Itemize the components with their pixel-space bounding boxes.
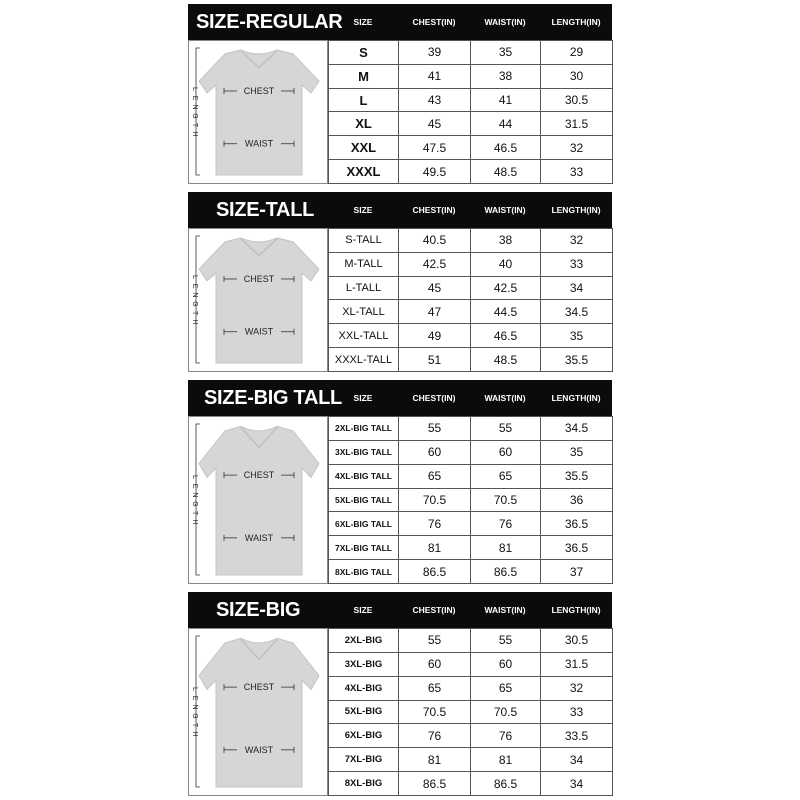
size-cell: 2XL-BIG TALL	[329, 417, 399, 441]
table-row	[329, 300, 613, 324]
size-cell: 7XL-BIG TALL	[329, 536, 399, 560]
chest-cell: 81	[399, 748, 471, 772]
tshirt-drawing	[189, 417, 328, 583]
waist-cell: 48.5	[471, 348, 541, 372]
col-header-size: SIZE	[353, 393, 373, 403]
table-row	[329, 229, 613, 253]
size-chart-regular	[188, 4, 612, 184]
size-cell: XXL	[329, 136, 399, 160]
svg-text:E: E	[191, 283, 198, 289]
size-cell: 3XL-BIG	[329, 652, 399, 676]
waist-cell: 35	[471, 41, 541, 65]
svg-text:E: E	[191, 95, 198, 101]
svg-text:N: N	[191, 292, 198, 298]
length-cell: 33	[541, 160, 613, 184]
length-cell: 34.5	[541, 300, 613, 324]
size-cell: XXXL	[329, 160, 399, 184]
table-row	[329, 560, 613, 584]
size-chart-big-tall	[188, 380, 612, 584]
table-row	[329, 700, 613, 724]
svg-text:CHEST: CHEST	[243, 85, 275, 96]
length-cell: 36.5	[541, 536, 613, 560]
waist-cell: 40	[471, 252, 541, 276]
table-row	[329, 536, 613, 560]
col-header-length: LENGTH(IN)	[551, 393, 601, 403]
waist-cell: 81	[471, 748, 541, 772]
size-chart-tall	[188, 192, 612, 372]
size-table	[328, 416, 613, 584]
svg-text:H: H	[191, 731, 198, 737]
length-cell: 36	[541, 488, 613, 512]
size-cell: 5XL-BIG TALL	[329, 488, 399, 512]
svg-text:E: E	[191, 695, 198, 701]
size-cell: S-TALL	[329, 229, 399, 253]
col-header-chest: CHEST(IN)	[412, 17, 456, 27]
svg-text:T: T	[191, 722, 198, 728]
table-row	[329, 324, 613, 348]
svg-text:T: T	[191, 310, 198, 316]
size-cell: 4XL-BIG	[329, 676, 399, 700]
svg-text:E: E	[191, 483, 198, 489]
chest-cell: 76	[399, 512, 471, 536]
svg-text:N: N	[191, 492, 198, 498]
chest-cell: 45	[399, 276, 471, 300]
tshirt-shape	[199, 638, 319, 787]
svg-text:G: G	[191, 501, 198, 507]
length-cell: 30	[541, 64, 613, 88]
size-cell: XXL-TALL	[329, 324, 399, 348]
col-header-size: SIZE	[353, 205, 373, 215]
col-header-chest: CHEST(IN)	[412, 393, 456, 403]
waist-cell: 46.5	[471, 324, 541, 348]
length-cell: 36.5	[541, 512, 613, 536]
length-cell: 31.5	[541, 652, 613, 676]
svg-text:WAIST: WAIST	[244, 744, 274, 755]
chest-cell: 76	[399, 724, 471, 748]
svg-text:T: T	[191, 122, 198, 128]
length-cell: 32	[541, 136, 613, 160]
waist-cell: 70.5	[471, 488, 541, 512]
tshirt-shape	[199, 238, 319, 363]
waist-cell: 55	[471, 629, 541, 653]
svg-text:T: T	[191, 510, 198, 516]
chest-cell: 39	[399, 41, 471, 65]
svg-text:WAIST: WAIST	[244, 138, 274, 149]
chest-cell: 60	[399, 440, 471, 464]
length-cell: 33	[541, 700, 613, 724]
size-table	[328, 40, 613, 184]
length-cell: 34.5	[541, 417, 613, 441]
size-cell: 7XL-BIG	[329, 748, 399, 772]
size-table	[328, 628, 613, 796]
tshirt-shape	[199, 50, 319, 175]
table-row	[329, 772, 613, 796]
table-row	[329, 512, 613, 536]
col-header-length: LENGTH(IN)	[551, 605, 601, 615]
length-cell: 30.5	[541, 629, 613, 653]
waist-cell: 42.5	[471, 276, 541, 300]
tshirt-drawing	[189, 629, 328, 795]
section-title: SIZE-BIG TALL	[204, 387, 342, 409]
size-cell: M-TALL	[329, 252, 399, 276]
size-cell: XXXL-TALL	[329, 348, 399, 372]
length-cell: 35	[541, 324, 613, 348]
waist-cell: 70.5	[471, 700, 541, 724]
length-bracket	[196, 236, 200, 363]
chest-cell: 47	[399, 300, 471, 324]
chest-cell: 86.5	[399, 560, 471, 584]
chest-cell: 86.5	[399, 772, 471, 796]
length-bracket	[196, 636, 200, 787]
col-header-length: LENGTH(IN)	[551, 17, 601, 27]
svg-text:CHEST: CHEST	[243, 682, 275, 693]
table-row	[329, 64, 613, 88]
size-cell: 3XL-BIG TALL	[329, 440, 399, 464]
table-row	[329, 417, 613, 441]
tshirt-drawing	[189, 41, 328, 183]
length-cell: 29	[541, 41, 613, 65]
length-cell: 34	[541, 276, 613, 300]
table-row	[329, 629, 613, 653]
waist-cell: 41	[471, 88, 541, 112]
section-header	[188, 380, 612, 416]
table-row	[329, 488, 613, 512]
svg-text:G: G	[191, 301, 198, 307]
svg-text:G: G	[191, 713, 198, 719]
table-row	[329, 440, 613, 464]
chest-cell: 41	[399, 64, 471, 88]
tshirt-illustration	[188, 416, 328, 584]
section-title: SIZE-REGULAR	[196, 11, 343, 33]
col-header-size: SIZE	[353, 17, 373, 27]
length-cell: 33	[541, 252, 613, 276]
waist-cell: 65	[471, 464, 541, 488]
col-header-waist: WAIST(IN)	[484, 17, 526, 27]
section-title: SIZE-TALL	[216, 199, 315, 221]
svg-text:WAIST: WAIST	[244, 532, 274, 543]
svg-text:H: H	[191, 319, 198, 325]
col-header-size: SIZE	[353, 605, 373, 615]
length-cell: 31.5	[541, 112, 613, 136]
waist-cell: 76	[471, 724, 541, 748]
table-row	[329, 112, 613, 136]
tshirt-illustration	[188, 228, 328, 372]
svg-text:CHEST: CHEST	[243, 273, 275, 284]
length-cell: 32	[541, 229, 613, 253]
section-header	[188, 592, 612, 628]
chest-cell: 65	[399, 676, 471, 700]
table-row	[329, 724, 613, 748]
size-cell: XL-TALL	[329, 300, 399, 324]
section-header	[188, 192, 612, 228]
size-cell: XL	[329, 112, 399, 136]
waist-cell: 81	[471, 536, 541, 560]
size-cell: 5XL-BIG	[329, 700, 399, 724]
svg-text:G: G	[191, 113, 198, 119]
col-header-chest: CHEST(IN)	[412, 205, 456, 215]
svg-text:H: H	[191, 519, 198, 525]
length-cell: 34	[541, 772, 613, 796]
size-cell: 6XL-BIG	[329, 724, 399, 748]
length-cell: 32	[541, 676, 613, 700]
section-header	[188, 4, 612, 40]
length-cell: 34	[541, 748, 613, 772]
size-cell: 4XL-BIG TALL	[329, 464, 399, 488]
size-table	[328, 228, 613, 372]
svg-text:L: L	[191, 87, 198, 91]
size-cell: L	[329, 88, 399, 112]
waist-cell: 76	[471, 512, 541, 536]
length-bracket	[196, 424, 200, 575]
chest-cell: 65	[399, 464, 471, 488]
tshirt-illustration	[188, 40, 328, 184]
svg-text:H: H	[191, 131, 198, 137]
length-bracket	[196, 48, 200, 175]
table-row	[329, 276, 613, 300]
table-row	[329, 136, 613, 160]
waist-cell: 48.5	[471, 160, 541, 184]
chest-cell: 81	[399, 536, 471, 560]
size-cell: 6XL-BIG TALL	[329, 512, 399, 536]
length-cell: 33.5	[541, 724, 613, 748]
chest-cell: 55	[399, 629, 471, 653]
chest-cell: 60	[399, 652, 471, 676]
chest-cell: 51	[399, 348, 471, 372]
waist-cell: 38	[471, 229, 541, 253]
waist-cell: 44	[471, 112, 541, 136]
table-row	[329, 160, 613, 184]
svg-text:L: L	[191, 475, 198, 479]
table-row	[329, 676, 613, 700]
waist-cell: 55	[471, 417, 541, 441]
svg-text:CHEST: CHEST	[243, 470, 275, 481]
length-cell: 30.5	[541, 88, 613, 112]
svg-text:WAIST: WAIST	[244, 326, 274, 337]
length-cell: 35.5	[541, 348, 613, 372]
chest-cell: 49	[399, 324, 471, 348]
size-cell: L-TALL	[329, 276, 399, 300]
waist-cell: 44.5	[471, 300, 541, 324]
table-row	[329, 252, 613, 276]
waist-cell: 65	[471, 676, 541, 700]
size-cell: 8XL-BIG TALL	[329, 560, 399, 584]
chest-cell: 45	[399, 112, 471, 136]
chest-cell: 43	[399, 88, 471, 112]
col-header-length: LENGTH(IN)	[551, 205, 601, 215]
svg-text:N: N	[191, 104, 198, 110]
size-cell: 2XL-BIG	[329, 629, 399, 653]
chest-cell: 49.5	[399, 160, 471, 184]
table-row	[329, 88, 613, 112]
tshirt-shape	[199, 426, 319, 575]
size-cell: S	[329, 41, 399, 65]
chest-cell: 42.5	[399, 252, 471, 276]
section-title: SIZE-BIG	[216, 599, 301, 621]
svg-text:L: L	[191, 687, 198, 691]
tshirt-illustration	[188, 628, 328, 796]
table-row	[329, 348, 613, 372]
chest-cell: 70.5	[399, 700, 471, 724]
col-header-waist: WAIST(IN)	[484, 605, 526, 615]
chest-cell: 70.5	[399, 488, 471, 512]
tshirt-drawing	[189, 229, 328, 371]
length-cell: 35.5	[541, 464, 613, 488]
table-row	[329, 652, 613, 676]
size-cell: M	[329, 64, 399, 88]
waist-cell: 60	[471, 440, 541, 464]
size-cell: 8XL-BIG	[329, 772, 399, 796]
waist-cell: 60	[471, 652, 541, 676]
col-header-waist: WAIST(IN)	[484, 205, 526, 215]
waist-cell: 46.5	[471, 136, 541, 160]
length-cell: 35	[541, 440, 613, 464]
table-row	[329, 748, 613, 772]
chest-cell: 40.5	[399, 229, 471, 253]
chest-cell: 47.5	[399, 136, 471, 160]
waist-cell: 38	[471, 64, 541, 88]
svg-text:N: N	[191, 704, 198, 710]
waist-cell: 86.5	[471, 560, 541, 584]
waist-cell: 86.5	[471, 772, 541, 796]
table-row	[329, 41, 613, 65]
chest-cell: 55	[399, 417, 471, 441]
svg-text:L: L	[191, 275, 198, 279]
length-cell: 37	[541, 560, 613, 584]
col-header-chest: CHEST(IN)	[412, 605, 456, 615]
table-row	[329, 464, 613, 488]
col-header-waist: WAIST(IN)	[484, 393, 526, 403]
size-chart-big	[188, 592, 612, 796]
